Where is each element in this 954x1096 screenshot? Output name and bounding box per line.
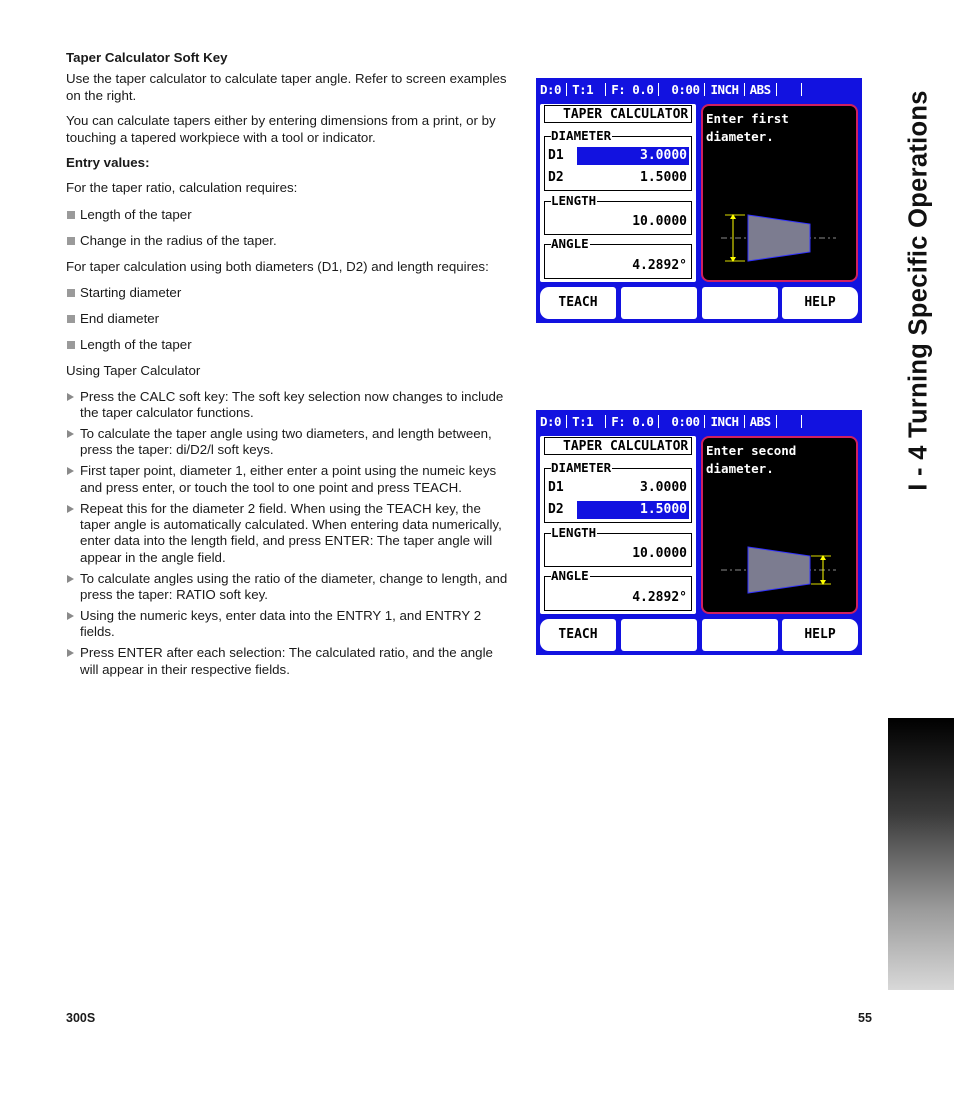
message-panel [701, 104, 858, 282]
length-field[interactable] [547, 545, 689, 563]
status-datum: D:0 [540, 414, 562, 429]
angle-label: ANGLE [551, 236, 589, 251]
status-datum: D:0 [540, 82, 562, 97]
entry-values-heading: Entry values: [66, 155, 150, 171]
softkey-bar [540, 287, 858, 319]
list-item: Length of the taper [66, 337, 512, 353]
angle-group [544, 568, 692, 611]
chapter-gradient-bar [888, 718, 954, 990]
blank-softkey-2[interactable] [621, 287, 697, 319]
d1-field[interactable] [547, 147, 689, 165]
intro-paragraph: Use the taper calculator to calculate taper angle. Refer to screen examples on the right. [66, 71, 507, 103]
d1-field[interactable] [547, 479, 689, 497]
status-time: 0:00 [671, 82, 700, 97]
message-line-2: diameter. [706, 461, 774, 476]
diameter-label: DIAMETER [551, 460, 612, 475]
step-item: Press the CALC soft key: The soft key selection now changes to include the taper calculator functions. [66, 389, 512, 422]
calculator-panel [540, 436, 696, 614]
step-item: Repeat this for the diameter 2 field. When using the TEACH key, the taper angle is automatically calculated. When entering data numerically, enter data into the length field, and press ENTER: The taper angle will appear in the angle field. [66, 501, 512, 567]
d2-value: 1.5000 [640, 170, 687, 185]
step-item: Press ENTER after each selection: The calculated ratio, and the angle will appear in their respective fields. [66, 645, 512, 678]
length-value: 10.0000 [632, 214, 687, 229]
taper-diagram-icon [703, 438, 856, 612]
d2-label: D2 [548, 170, 564, 185]
status-tool: T:1 [572, 414, 594, 429]
length-group [544, 193, 692, 235]
diameter-label: DIAMETER [551, 128, 612, 143]
ratio-intro: For the taper ratio, calculation requires: [66, 180, 298, 196]
step-item: To calculate the taper angle using two diameters, and length between, press the taper: di/D2/l soft keys. [66, 426, 512, 459]
taper-diagram-icon [703, 106, 856, 280]
dro-screen-1 [536, 78, 862, 323]
status-time: 0:00 [671, 414, 700, 429]
step-item: Using the numeric keys, enter data into the ENTRY 1, and ENTRY 2 fields. [66, 608, 512, 641]
angle-value: 4.2892° [632, 258, 687, 273]
message-line-1: Enter first diameter. [706, 111, 789, 144]
length-label: LENGTH [551, 525, 597, 540]
status-units: INCH [710, 414, 739, 429]
d2-label: D2 [548, 502, 564, 517]
message-panel [701, 436, 858, 614]
status-mode: ABS [749, 414, 771, 429]
footer-page-number: 55 [858, 1011, 872, 1025]
d2-field[interactable] [547, 169, 689, 187]
diameter-group [544, 460, 692, 523]
step-item: To calculate angles using the ratio of the diameter, change to length, and press the taper: RATIO soft key. [66, 571, 512, 604]
method-paragraph: You can calculate tapers either by entering dimensions from a print, or by touching a tapered workpiece with a tool or indicator. [66, 113, 496, 145]
d1-label: D1 [548, 148, 564, 163]
d2-value: 1.5000 [640, 502, 687, 517]
angle-label: ANGLE [551, 568, 589, 583]
chapter-title: I - 4 Turning Specific Operations [904, 89, 933, 491]
d1-label: D1 [548, 480, 564, 495]
blank-softkey-3[interactable] [702, 619, 778, 651]
help-softkey[interactable]: HELP [782, 287, 858, 319]
list-item: Change in the radius of the taper. [66, 233, 512, 249]
d2-field[interactable] [547, 501, 689, 519]
diameter-intro: For taper calculation using both diameters (D1, D2) and length requires: [66, 258, 489, 274]
help-softkey[interactable]: HELP [782, 619, 858, 651]
length-field[interactable] [547, 213, 689, 231]
body-text [66, 50, 512, 683]
list-item: Starting diameter [66, 285, 512, 301]
angle-value: 4.2892° [632, 590, 687, 605]
message-line-1: Enter second [706, 443, 797, 458]
step-item: First taper point, diameter 1, either enter a point using the numeic keys and press enter, or touch the tool to one point and press TEACH. [66, 463, 512, 496]
length-value: 10.0000 [632, 546, 687, 561]
status-bar [540, 414, 807, 429]
blank-softkey-3[interactable] [702, 287, 778, 319]
angle-field [547, 589, 689, 607]
status-mode: ABS [749, 82, 771, 97]
list-item: End diameter [66, 311, 512, 327]
chapter-tab [884, 0, 954, 580]
d1-value: 3.0000 [640, 148, 687, 163]
status-bar [540, 82, 807, 97]
using-label: Using Taper Calculator [66, 363, 201, 379]
panel-title: TAPER CALCULATOR [544, 437, 692, 455]
d1-value: 3.0000 [640, 480, 687, 495]
diameter-group [544, 128, 692, 191]
list-item: Length of the taper [66, 207, 512, 223]
footer-model: 300S [66, 1011, 96, 1025]
panel-title: TAPER CALCULATOR [544, 105, 692, 123]
softkey-bar [540, 619, 858, 651]
status-feed: F: 0.0 [611, 82, 654, 97]
section-heading: Taper Calculator Soft Key [66, 50, 228, 65]
calculator-panel [540, 104, 696, 282]
teach-softkey[interactable]: TEACH [540, 619, 616, 651]
blank-softkey-2[interactable] [621, 619, 697, 651]
angle-field [547, 257, 689, 275]
status-units: INCH [710, 82, 739, 97]
length-group [544, 525, 692, 567]
angle-group [544, 236, 692, 279]
dro-screen-2 [536, 410, 862, 655]
teach-softkey[interactable]: TEACH [540, 287, 616, 319]
status-tool: T:1 [572, 82, 594, 97]
status-feed: F: 0.0 [611, 414, 654, 429]
length-label: LENGTH [551, 193, 597, 208]
